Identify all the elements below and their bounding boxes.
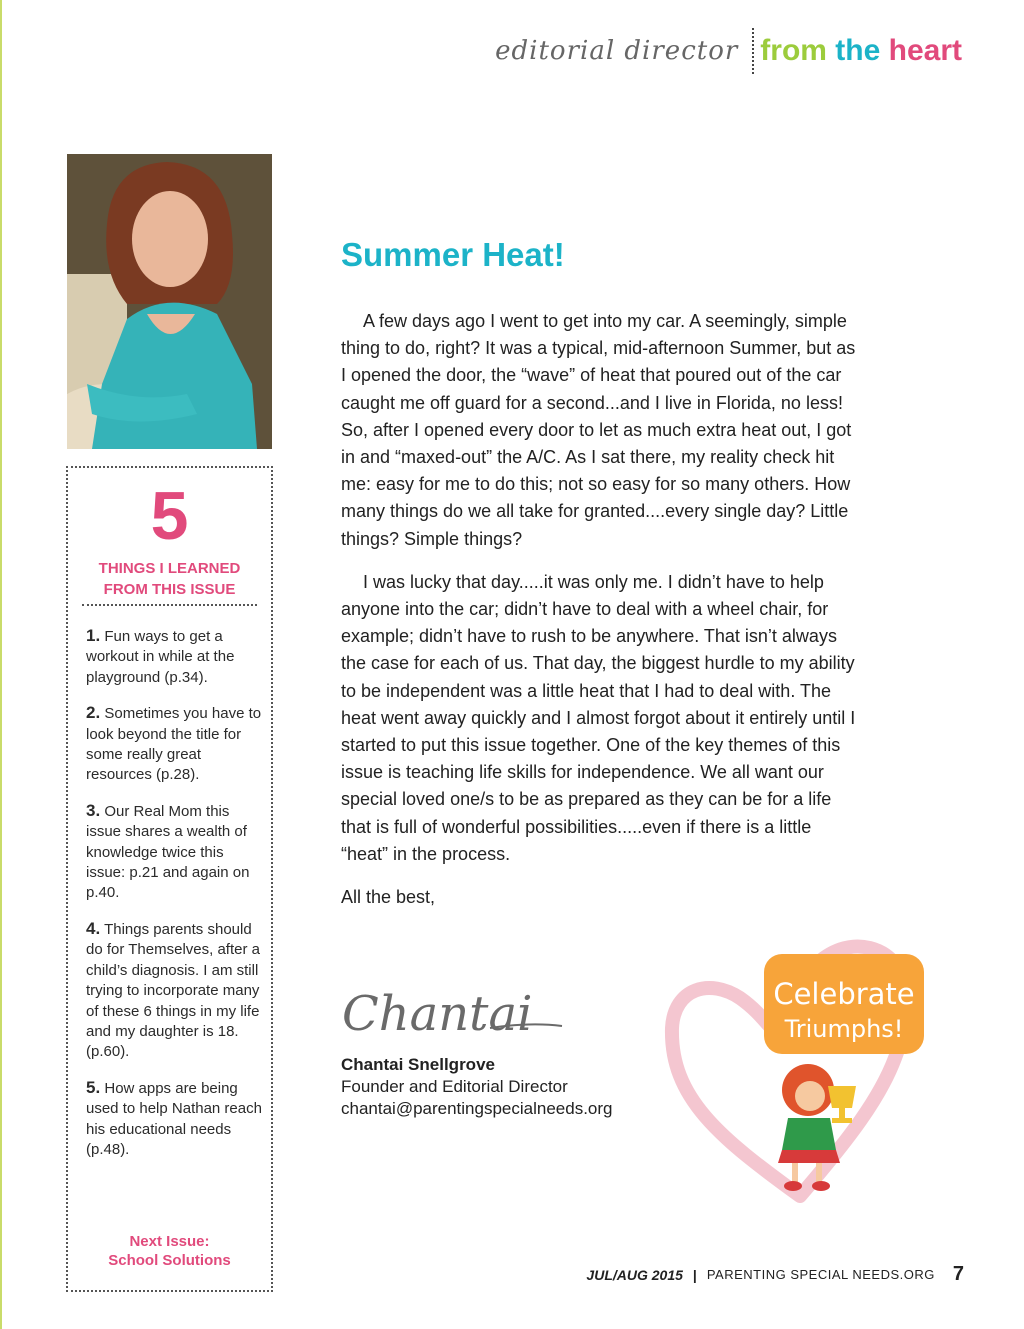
badge-line2: Triumphs! [784,1015,904,1043]
list-item [86,626,266,688]
badge-line1: Celebrate [773,977,915,1011]
girl-with-trophy-illustration [778,1064,856,1191]
sidebar-heading [68,558,271,600]
list-item-number: 4. [86,918,101,938]
list-item-text: How apps are being used to help Nathan reach his educational needs (p.48). [86,1079,262,1158]
list-item [86,801,266,904]
brand-heart: heart [888,34,962,67]
page-number: 7 [952,1263,964,1285]
column-title [760,34,962,68]
list-item [86,1078,266,1161]
page-edge-line [0,0,2,1329]
list-item-number: 5. [86,1077,101,1097]
header-divider [752,28,754,74]
next-issue-topic: School Solutions [108,1252,231,1269]
author-title: Founder and Editorial Director [341,1077,568,1096]
celebrate-triumphs-badge [660,918,930,1203]
list-item-text: Our Real Mom this issue shares a wealth of knowledge twice this issue: p.21 and again on p.40. [86,802,250,902]
publication-site: PARENTING SPECIAL NEEDS.ORG [706,1267,935,1282]
list-item [86,703,266,786]
footer-separator: | [692,1266,697,1283]
brand-from: from [760,34,827,67]
author-block [341,1054,613,1120]
list-item [86,919,266,1063]
closing-line: All the best, [341,887,436,908]
sidebar-heading-line2: FROM THIS ISSUE [103,581,236,598]
page-header [495,28,962,74]
list-item-number: 1. [86,626,101,645]
article-paragraph: A few days ago I went to get into my car. A seemingly, simple thing to do, right? It was a typical, mid-afternoon Summer, but as I opened the door, the “wave” of heat that poured out of the car caught me off guard for a second...and I live in Florida, no less! So, after I opened every door to let as much extra heat out, I got in and “maxed-out” the A/C. As I sat there, my reality check hit me: easy for me to do this; not so easy for so many others. How many things do we all take for granted....every single day? Little things? Simple things? [341,311,856,549]
author-email: chantai@parentingspecialneeds.org [341,1099,613,1118]
next-issue [68,1232,271,1270]
issue-date: JUL/AUG 2015 [586,1266,683,1283]
list-item-text: Sometimes you have to look beyond the title for some really great resources (p.28). [86,705,262,784]
sidebar-heading-line1: THINGS I LEARNED [98,560,241,577]
page-footer [586,1263,964,1286]
five-number: 5 [150,478,189,554]
article-body [341,308,861,927]
signature-script: Chantai [342,986,533,1042]
list-item-text: Fun ways to get a workout in while at the playground (p.34). [86,628,235,686]
section-label: editorial director [495,36,739,66]
sidebar-list [86,626,266,1175]
list-item-text: Things parents should do for Themselves, after a child’s diagnosis. I am still trying to incorporate many of these 6 things in my life and my daughter is 18. (p.60). [86,920,260,1061]
next-issue-label: Next Issue: [129,1233,210,1250]
list-item-number: 2. [86,703,101,723]
five-things-sidebar [66,466,273,1292]
sidebar-divider [82,604,257,606]
signature [340,978,570,1048]
author-name: Chantai Snellgrove [341,1055,495,1074]
list-item-number: 3. [86,800,101,820]
author-photo [67,154,272,449]
article-title: Summer Heat! [341,236,565,273]
brand-the: the [835,34,881,67]
article-paragraph: I was lucky that day.....it was only me. I didn’t have to help anyone into the car; didn’t have to deal with a wheel chair, for example; didn’t have to rush to be anywhere. That isn’t always the case for each of us. That day, the biggest hurdle to my ability to be independent was a little heat that I had to deal with. The heat went away quickly and I almost forgot about it entirely until I started to put this issue together. One of the key themes of this issue is teaching life skills for independence. We all want our special loved one/s to be as prepared as they can be for a life that is full of wonderful possibilities.....even if there is a little “heat” in the process. [341,571,856,864]
